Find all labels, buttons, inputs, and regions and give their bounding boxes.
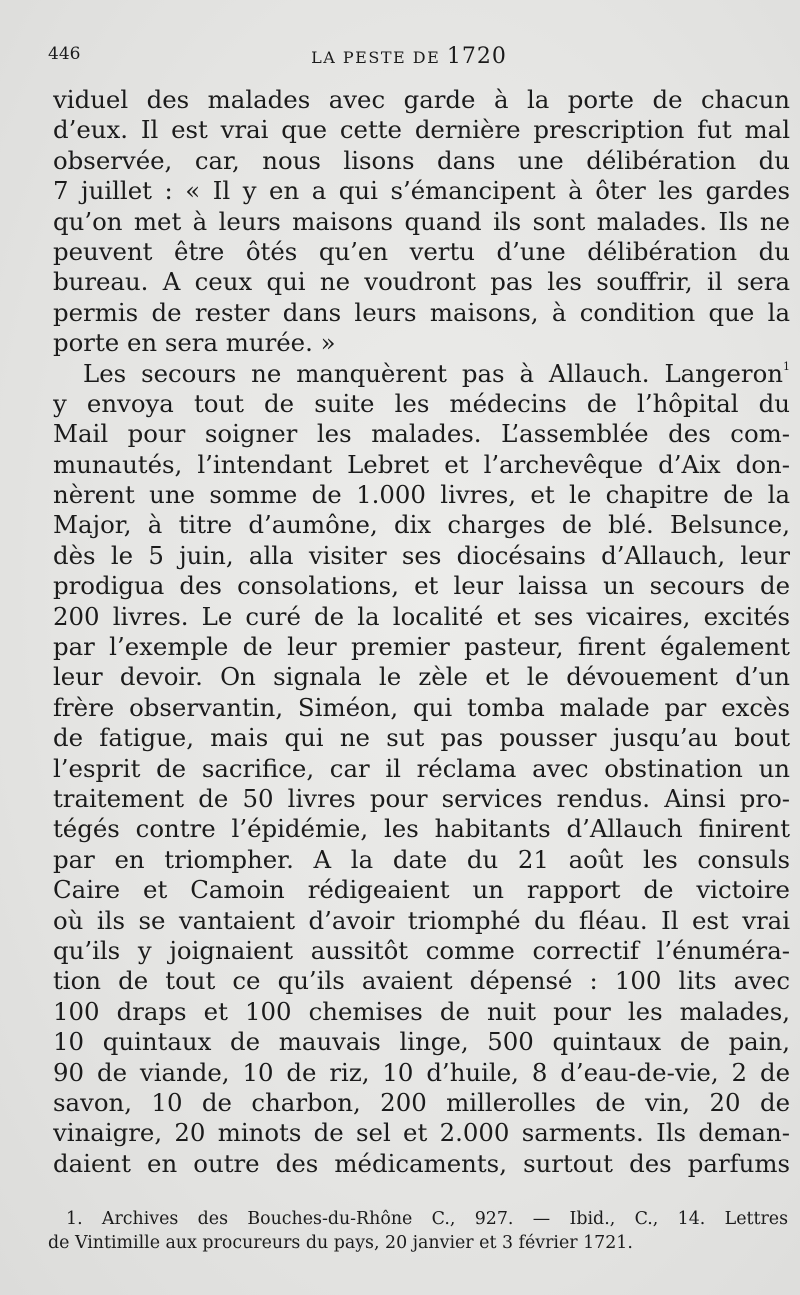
- running-title-text: LA PESTE DE: [311, 48, 441, 67]
- text-line: par l’exemple de leur premier pasteur, firent également: [53, 632, 790, 662]
- text-line: dès le 5 juin, alla visiter ses diocésains d’Allauch, leur: [53, 540, 790, 570]
- text-line-content: Les secours ne manquèrent pas à Allauch. Langeron: [83, 358, 783, 388]
- text-line: vinaigre, 20 minots de sel et 2.000 sarments. Ils deman-: [53, 1118, 790, 1148]
- text-line: 100 draps et 100 chemises de nuit pour les malades,: [53, 996, 790, 1026]
- footnote-line: 1. Archives des Bouches-du-Rhône C., 927. — Ibid., C., 14. Lettres: [66, 1209, 788, 1229]
- text-line: munautés, l’intendant Lebret et l’archevêque d’Aix don-: [53, 449, 790, 479]
- text-line: tion de tout ce qu’ils avaient dépensé : 100 lits avec: [53, 966, 790, 996]
- running-head: [48, 40, 770, 68]
- text-line: bureau. A ceux qui ne voudront pas les souffrir, il sera: [53, 267, 790, 297]
- text-line: Mail pour soigner les malades. L’assemblée des com-: [53, 419, 790, 449]
- text-line: 7 juillet : « Il y en a qui s’émancipent à ôter les gardes: [53, 176, 790, 206]
- text-line: nèrent une somme de 1.000 livres, et le chapitre de la: [53, 480, 790, 510]
- text-line: peuvent être ôtés qu’en vertu d’une délibération du: [53, 236, 790, 266]
- running-title-year: 1720: [446, 44, 507, 69]
- text-line: Major, à titre d’aumône, dix charges de blé. Belsunce,: [53, 510, 790, 540]
- text-line: permis de rester dans leurs maisons, à condition que la: [53, 297, 790, 327]
- text-line: qu’on met à leurs maisons quand ils sont malades. Ils ne: [53, 206, 790, 236]
- text-line: 200 livres. Le curé de la localité et ses vicaires, excités: [53, 601, 790, 631]
- text-line: Caire et Camoin rédigeaient un rapport de victoire: [53, 875, 790, 905]
- text-line: leur devoir. On signala le zèle et le dévouement d’un: [53, 662, 790, 692]
- text-line: daient en outre des médicaments, surtout des parfums: [53, 1148, 790, 1178]
- text-line: traitement de 50 livres pour services rendus. Ainsi pro-: [53, 783, 790, 813]
- text-line: savon, 10 de charbon, 200 millerolles de vin, 20 de: [53, 1087, 790, 1117]
- footnote-line: de Vintimille aux procureurs du pays, 20 janvier et 3 février 1721.: [48, 1233, 633, 1253]
- running-title: [48, 44, 770, 69]
- text-line: 10 quintaux de mauvais linge, 500 quintaux de pain,: [53, 1027, 790, 1057]
- text-line: [53, 359, 790, 389]
- text-line: l’esprit de sacrifice, car il réclama avec obstination un: [53, 753, 790, 783]
- text-line: observée, car, nous lisons dans une délibération du: [53, 145, 790, 175]
- text-line: 90 de viande, 10 de riz, 10 d’huile, 8 d’eau-de-vie, 2 de: [53, 1057, 790, 1087]
- text-line: y envoya tout de suite les médecins de l’hôpital du: [53, 388, 790, 418]
- text-line: d’eux. Il est vrai que cette dernière prescription fut mal: [53, 115, 790, 145]
- text-line: par en triompher. A la date du 21 août les consuls: [53, 844, 790, 874]
- text-line: frère observantin, Siméon, qui tomba malade par excès: [53, 692, 790, 722]
- text-line: qu’ils y joignaient aussitôt comme correctif l’énuméra-: [53, 935, 790, 965]
- text-line: prodigua des consolations, et leur laissa un secours de: [53, 571, 790, 601]
- text-line: de fatigue, mais qui ne sut pas pousser jusqu’au bout: [53, 723, 790, 753]
- footnote-marker: 1: [783, 359, 790, 373]
- footnotes: [48, 1207, 788, 1255]
- text-line: où ils se vantaient d’avoir triomphé du fléau. Il est vrai: [53, 905, 790, 935]
- text-line: viduel des malades avec garde à la porte de chacun: [53, 85, 790, 114]
- text-line: tégés contre l’épidémie, les habitants d’Allauch finirent: [53, 814, 790, 844]
- body-text: [53, 85, 790, 1179]
- text-line: porte en sera murée. »: [53, 328, 336, 358]
- page-number: 446: [48, 44, 81, 64]
